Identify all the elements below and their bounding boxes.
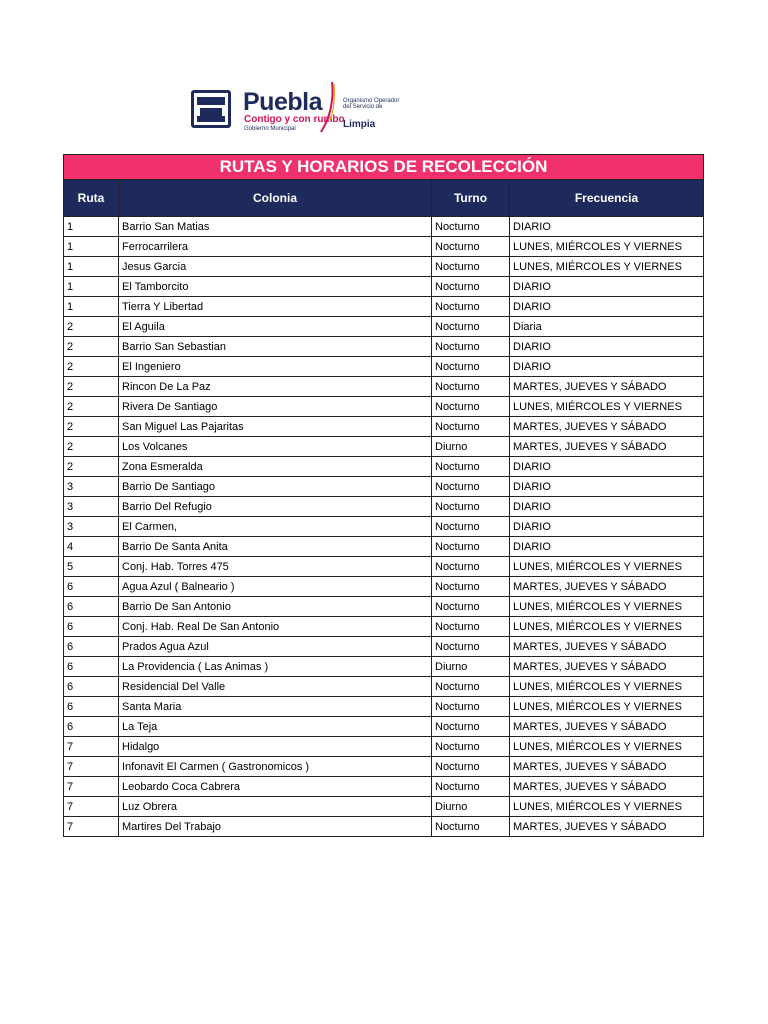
cell-colonia: Leobardo Coca Cabrera [119, 777, 432, 797]
table-row [64, 477, 704, 497]
cell-colonia: Jesus Garcia [119, 257, 432, 277]
cell-colonia: Agua Azul ( Balneario ) [119, 577, 432, 597]
cell-turno: Nocturno [432, 317, 510, 337]
cell-turno: Nocturno [432, 497, 510, 517]
table-row [64, 737, 704, 757]
table-row [64, 777, 704, 797]
cell-frecuencia: LUNES, MIÉRCOLES Y VIERNES [510, 597, 704, 617]
cell-frecuencia: DIARIO [510, 357, 704, 377]
cell-ruta: 2 [64, 317, 119, 337]
cell-turno: Nocturno [432, 617, 510, 637]
cell-colonia: El Aguila [119, 317, 432, 337]
cell-turno: Nocturno [432, 397, 510, 417]
cell-frecuencia: MARTES, JUEVES Y SÁBADO [510, 417, 704, 437]
table-row [64, 457, 704, 477]
cell-turno: Nocturno [432, 717, 510, 737]
cell-frecuencia: MARTES, JUEVES Y SÁBADO [510, 437, 704, 457]
cell-colonia: Los Volcanes [119, 437, 432, 457]
cell-colonia: La Providencia ( Las Animas ) [119, 657, 432, 677]
cell-colonia: Barrio De Santiago [119, 477, 432, 497]
cell-turno: Nocturno [432, 817, 510, 837]
cell-ruta: 7 [64, 817, 119, 837]
table-row [64, 517, 704, 537]
column-header-frecuencia: Frecuencia [510, 180, 704, 217]
table-row [64, 297, 704, 317]
table-row [64, 417, 704, 437]
cell-frecuencia: DIARIO [510, 537, 704, 557]
cell-colonia: El Ingeniero [119, 357, 432, 377]
column-header-turno: Turno [432, 180, 510, 217]
cell-frecuencia: MARTES, JUEVES Y SÁBADO [510, 817, 704, 837]
cell-turno: Nocturno [432, 757, 510, 777]
cell-turno: Nocturno [432, 557, 510, 577]
cell-ruta: 2 [64, 417, 119, 437]
cell-turno: Nocturno [432, 277, 510, 297]
cell-turno: Nocturno [432, 597, 510, 617]
cell-ruta: 2 [64, 457, 119, 477]
cell-ruta: 7 [64, 737, 119, 757]
table-body [64, 217, 704, 837]
cell-colonia: Rincon De La Paz [119, 377, 432, 397]
cell-ruta: 4 [64, 537, 119, 557]
table-row [64, 677, 704, 697]
cell-ruta: 2 [64, 437, 119, 457]
cell-ruta: 1 [64, 257, 119, 277]
table-row [64, 437, 704, 457]
cell-frecuencia: DIARIO [510, 457, 704, 477]
cell-colonia: Santa Maria [119, 697, 432, 717]
cell-turno: Nocturno [432, 577, 510, 597]
cell-colonia: Barrio San Sebastian [119, 337, 432, 357]
cell-turno: Nocturno [432, 537, 510, 557]
table-row [64, 817, 704, 837]
cell-turno: Nocturno [432, 517, 510, 537]
cell-ruta: 1 [64, 297, 119, 317]
cell-ruta: 2 [64, 397, 119, 417]
cell-colonia: Conj. Hab. Real De San Antonio [119, 617, 432, 637]
cell-ruta: 3 [64, 497, 119, 517]
cell-ruta: 1 [64, 277, 119, 297]
organism-name: Limpia [343, 119, 376, 130]
cell-ruta: 7 [64, 797, 119, 817]
cell-ruta: 6 [64, 697, 119, 717]
cell-ruta: 5 [64, 557, 119, 577]
cell-ruta: 6 [64, 677, 119, 697]
cell-colonia: Rivera De Santiago [119, 397, 432, 417]
cell-frecuencia: DIARIO [510, 337, 704, 357]
cell-frecuencia: LUNES, MIÉRCOLES Y VIERNES [510, 797, 704, 817]
cell-frecuencia: DIARIO [510, 497, 704, 517]
table-row [64, 357, 704, 377]
cell-colonia: Luz Obrera [119, 797, 432, 817]
cell-colonia: Martires Del Trabajo [119, 817, 432, 837]
table-row [64, 237, 704, 257]
cell-frecuencia: DIARIO [510, 277, 704, 297]
table-row [64, 217, 704, 237]
table-title: RUTAS Y HORARIOS DE RECOLECCIÓN [64, 155, 704, 180]
table-row [64, 637, 704, 657]
table-row [64, 537, 704, 557]
cell-ruta: 2 [64, 357, 119, 377]
cell-frecuencia: MARTES, JUEVES Y SÁBADO [510, 377, 704, 397]
cell-turno: Diurno [432, 797, 510, 817]
cell-turno: Nocturno [432, 777, 510, 797]
cell-frecuencia: MARTES, JUEVES Y SÁBADO [510, 777, 704, 797]
table-row [64, 257, 704, 277]
cell-turno: Nocturno [432, 477, 510, 497]
cell-frecuencia: MARTES, JUEVES Y SÁBADO [510, 717, 704, 737]
cell-frecuencia: LUNES, MIÉRCOLES Y VIERNES [510, 737, 704, 757]
cell-colonia: Barrio San Matias [119, 217, 432, 237]
cell-ruta: 3 [64, 477, 119, 497]
cell-colonia: Conj. Hab. Torres 475 [119, 557, 432, 577]
cell-frecuencia: DIARIO [510, 477, 704, 497]
cell-ruta: 7 [64, 757, 119, 777]
cell-ruta: 6 [64, 637, 119, 657]
cell-turno: Diurno [432, 437, 510, 457]
cell-frecuencia: MARTES, JUEVES Y SÁBADO [510, 757, 704, 777]
cell-frecuencia: LUNES, MIÉRCOLES Y VIERNES [510, 237, 704, 257]
cell-turno: Nocturno [432, 457, 510, 477]
cell-ruta: 6 [64, 577, 119, 597]
cell-colonia: San Miguel Las Pajaritas [119, 417, 432, 437]
table-row [64, 497, 704, 517]
table-row [64, 577, 704, 597]
cell-turno: Nocturno [432, 257, 510, 277]
cell-colonia: El Carmen, [119, 517, 432, 537]
cell-ruta: 7 [64, 777, 119, 797]
table-row [64, 657, 704, 677]
cell-turno: Nocturno [432, 737, 510, 757]
brand-slogan: Contigo y con rumbo [244, 114, 345, 125]
cell-frecuencia: DIARIO [510, 517, 704, 537]
cell-turno: Diurno [432, 657, 510, 677]
cell-colonia: Ferrocarrilera [119, 237, 432, 257]
table-row [64, 597, 704, 617]
table-row [64, 277, 704, 297]
cell-frecuencia: LUNES, MIÉRCOLES Y VIERNES [510, 677, 704, 697]
cell-frecuencia: MARTES, JUEVES Y SÁBADO [510, 577, 704, 597]
cell-turno: Nocturno [432, 697, 510, 717]
table-row [64, 317, 704, 337]
table-row [64, 797, 704, 817]
cell-colonia: Hidalgo [119, 737, 432, 757]
cell-ruta: 6 [64, 657, 119, 677]
cell-colonia: Prados Agua Azul [119, 637, 432, 657]
column-header-ruta: Ruta [64, 180, 119, 217]
cell-colonia: Barrio De San Antonio [119, 597, 432, 617]
government-label: Gobierno Municipal [244, 126, 296, 132]
cell-frecuencia: LUNES, MIÉRCOLES Y VIERNES [510, 697, 704, 717]
cell-colonia: Tierra Y Libertad [119, 297, 432, 317]
cell-colonia: Barrio De Santa Anita [119, 537, 432, 557]
cell-turno: Nocturno [432, 377, 510, 397]
header-logo [190, 80, 400, 134]
cell-turno: Nocturno [432, 217, 510, 237]
table-row [64, 377, 704, 397]
table-row [64, 337, 704, 357]
cell-turno: Nocturno [432, 237, 510, 257]
cell-colonia: Infonavit El Carmen ( Gastronomicos ) [119, 757, 432, 777]
cell-turno: Nocturno [432, 677, 510, 697]
organism-label: Organismo Operador del Servicio de [343, 98, 400, 110]
cell-turno: Nocturno [432, 357, 510, 377]
cell-ruta: 6 [64, 717, 119, 737]
table-row [64, 717, 704, 737]
cell-ruta: 1 [64, 237, 119, 257]
cell-frecuencia: LUNES, MIÉRCOLES Y VIERNES [510, 257, 704, 277]
cell-frecuencia: DIARIO [510, 297, 704, 317]
arc-divider-icon [320, 80, 336, 134]
cell-turno: Nocturno [432, 297, 510, 317]
table-row [64, 617, 704, 637]
cell-turno: Nocturno [432, 637, 510, 657]
table-row [64, 397, 704, 417]
coat-of-arms-icon [191, 90, 231, 128]
cell-colonia: Zona Esmeralda [119, 457, 432, 477]
cell-colonia: Residencial Del Valle [119, 677, 432, 697]
column-header-colonia: Colonia [119, 180, 432, 217]
cell-frecuencia: Diaria [510, 317, 704, 337]
table-row [64, 697, 704, 717]
cell-frecuencia: DIARIO [510, 217, 704, 237]
cell-ruta: 1 [64, 217, 119, 237]
brand-name: Puebla [243, 88, 322, 116]
cell-colonia: Barrio Del Refugio [119, 497, 432, 517]
cell-colonia: La Teja [119, 717, 432, 737]
cell-colonia: El Tamborcito [119, 277, 432, 297]
cell-frecuencia: MARTES, JUEVES Y SÁBADO [510, 637, 704, 657]
cell-turno: Nocturno [432, 417, 510, 437]
cell-frecuencia: MARTES, JUEVES Y SÁBADO [510, 657, 704, 677]
table-row [64, 757, 704, 777]
cell-ruta: 2 [64, 377, 119, 397]
routes-table [63, 154, 704, 837]
cell-ruta: 6 [64, 597, 119, 617]
cell-ruta: 3 [64, 517, 119, 537]
cell-frecuencia: LUNES, MIÉRCOLES Y VIERNES [510, 397, 704, 417]
cell-ruta: 6 [64, 617, 119, 637]
cell-frecuencia: LUNES, MIÉRCOLES Y VIERNES [510, 557, 704, 577]
cell-frecuencia: LUNES, MIÉRCOLES Y VIERNES [510, 617, 704, 637]
table-row [64, 557, 704, 577]
cell-ruta: 2 [64, 337, 119, 357]
cell-turno: Nocturno [432, 337, 510, 357]
